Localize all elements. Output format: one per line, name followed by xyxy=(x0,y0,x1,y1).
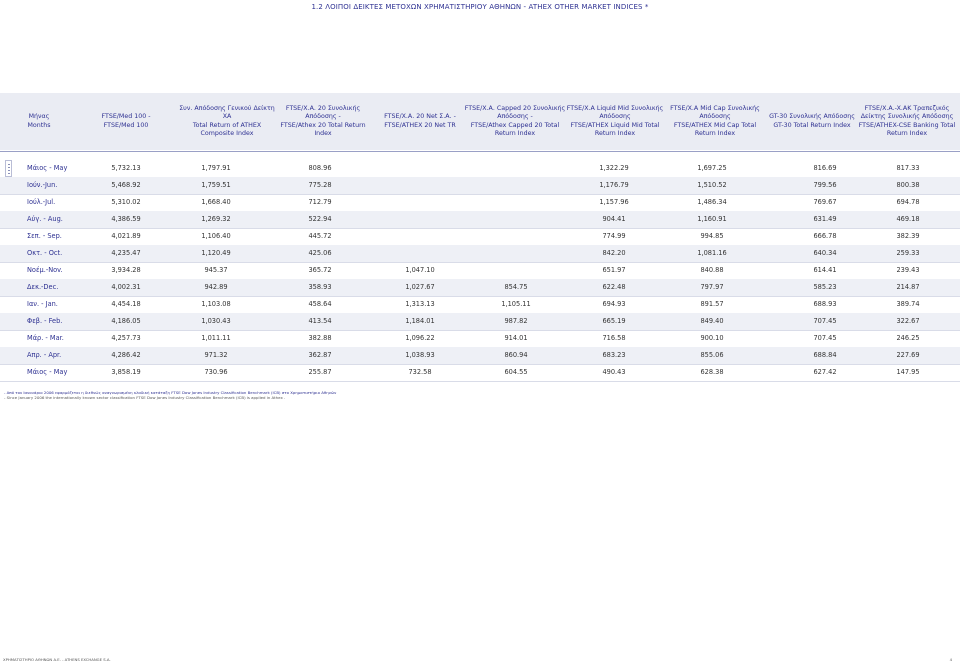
table-cell: 458.64 xyxy=(308,300,332,308)
table-cell: 1,047.10 xyxy=(405,266,435,274)
table-cell: 900.10 xyxy=(700,334,724,342)
row-month-label: Αύγ. - Aug. xyxy=(27,215,63,223)
row-month-label: Μάρ. - Mar. xyxy=(27,334,64,342)
table-cell: 730.96 xyxy=(204,368,228,376)
table-cell: 1,106.40 xyxy=(201,232,231,240)
table-cell: 1,176.79 xyxy=(599,181,629,189)
column-header-4: FTSE/Χ.Α. 20 Net Σ.Α. - FTSE/ATHEX 20 Net TR xyxy=(384,113,456,129)
table-cell: 1,030.43 xyxy=(201,317,231,325)
table-cell: 1,027.67 xyxy=(405,283,435,291)
table-cell: 1,120.49 xyxy=(201,249,231,257)
table-cell: 694.78 xyxy=(896,198,920,206)
table-cell: 4,286.42 xyxy=(111,351,141,359)
table-cell: 707.45 xyxy=(813,334,837,342)
table-cell: 854.75 xyxy=(504,283,528,291)
table-cell: 860.94 xyxy=(504,351,528,359)
table-cell: 382.39 xyxy=(896,232,920,240)
table-row xyxy=(0,160,960,177)
table-cell: 214.87 xyxy=(896,283,920,291)
table-cell: 1,668.40 xyxy=(201,198,231,206)
row-month-label: Ιούν.-Jun. xyxy=(27,181,58,189)
table-cell: 640.34 xyxy=(813,249,837,257)
table-cell: 1,510.52 xyxy=(697,181,727,189)
table-cell: 1,697.25 xyxy=(697,164,727,172)
table-cell: 5,310.02 xyxy=(111,198,141,206)
table-row xyxy=(0,211,960,228)
table-cell: 4,454.18 xyxy=(111,300,141,308)
table-cell: 987.82 xyxy=(504,317,528,325)
table-cell: 1,157.96 xyxy=(599,198,629,206)
table-cell: 1,081.16 xyxy=(697,249,727,257)
table-cell: 994.85 xyxy=(700,232,724,240)
table-cell: 942.89 xyxy=(204,283,228,291)
table-cell: 842.20 xyxy=(602,249,626,257)
table-cell: 1,038.93 xyxy=(405,351,435,359)
row-month-label: Σεπ. - Sep. xyxy=(27,232,62,240)
table-cell: 914.01 xyxy=(504,334,528,342)
table-cell: 1,322.29 xyxy=(599,164,629,172)
table-row xyxy=(0,364,960,381)
table-cell: 3,858.19 xyxy=(111,368,141,376)
table-cell: 469.18 xyxy=(896,215,920,223)
table-cell: 797.97 xyxy=(700,283,724,291)
table-cell: 5,732.13 xyxy=(111,164,141,172)
column-header-7: FTSE/X.A Mid Cap Συνολικής Απόδοσης FTSE/ATHEX Mid Cap Total Return Index xyxy=(670,104,760,137)
table-cell: 1,103.08 xyxy=(201,300,231,308)
table-cell: 413.54 xyxy=(308,317,332,325)
table-cell: 255.87 xyxy=(308,368,332,376)
table-cell: 627.42 xyxy=(813,368,837,376)
row-month-label: Απρ. - Apr. xyxy=(27,351,62,359)
table-cell: 4,002.31 xyxy=(111,283,141,291)
table-cell: 816.69 xyxy=(813,164,837,172)
column-header-1: FTSE/Med 100 - FTSE/Med 100 xyxy=(101,113,151,129)
footer-left: ΧΡΗΜΑΤΙΣΤΗΡΙΟ ΑΘΗΝΩΝ Α.Ε. - ATHENS EXCHANGE S.A. xyxy=(3,657,111,662)
table-cell: 4,386.59 xyxy=(111,215,141,223)
table-cell: 239.43 xyxy=(896,266,920,274)
table-cell: 688.93 xyxy=(813,300,837,308)
table-cell: 585.23 xyxy=(813,283,837,291)
table-cell: 147.95 xyxy=(896,368,920,376)
note-english: - Since January 2006 the internationally known sector classification FTSE Dow Jones Industry Classification Benchmark (ICB) is applied in Athex . xyxy=(4,395,286,400)
column-header-9: FTSE/X.A.-X.AK Τραπεζικός Δείκτης Συνολικής Απόδοσης FTSE/ATHEX-CSE Banking Total Return Index xyxy=(858,104,956,137)
column-header-8: GT-30 Συνολικής Απόδοσης GT-30 Total Return Index xyxy=(769,113,855,129)
table-row xyxy=(0,228,960,245)
table-cell: 666.78 xyxy=(813,232,837,240)
table-cell: 651.97 xyxy=(602,266,626,274)
table-cell: 1,269.32 xyxy=(201,215,231,223)
table-cell: 622.48 xyxy=(602,283,626,291)
table-cell: 5,468.92 xyxy=(111,181,141,189)
table-cell: 365.72 xyxy=(308,266,332,274)
table-cell: 425.06 xyxy=(308,249,332,257)
page-title: 1.2 ΛΟΙΠΟΙ ΔΕΙΚΤΕΣ ΜΕΤΟΧΩΝ ΧΡΗΜΑΤΙΣΤΗΡΙΟΥ ΑΘΗΝΩΝ - ATHEX OTHER MARKET INDICES * xyxy=(311,3,649,11)
table-cell: 855.06 xyxy=(700,351,724,359)
table-cell: 799.56 xyxy=(813,181,837,189)
table-cell: 4,257.73 xyxy=(111,334,141,342)
table-cell: 631.49 xyxy=(813,215,837,223)
column-header-3: FTSE/Χ.Α. 20 Συνολικής Απόδοσης - FTSE/Athex 20 Total Return Index xyxy=(280,104,366,137)
table-row xyxy=(0,330,960,347)
table-cell: 358.93 xyxy=(308,283,332,291)
table-cell: 808.96 xyxy=(308,164,332,172)
row-month-label: Νοέμ.-Nov. xyxy=(27,266,63,274)
table-cell: 945.37 xyxy=(204,266,228,274)
table-cell: 1,184.01 xyxy=(405,317,435,325)
table-cell: 688.84 xyxy=(813,351,837,359)
table-cell: 694.93 xyxy=(602,300,626,308)
row-month-label: Δεκ.-Dec. xyxy=(27,283,59,291)
table-cell: 712.79 xyxy=(308,198,332,206)
table-cell: 1,160.91 xyxy=(697,215,727,223)
table-cell: 614.41 xyxy=(813,266,837,274)
table-cell: 1,797.91 xyxy=(201,164,231,172)
table-cell: 259.33 xyxy=(896,249,920,257)
table-cell: 3,934.28 xyxy=(111,266,141,274)
table-cell: 891.57 xyxy=(700,300,724,308)
table-row xyxy=(0,194,960,211)
table-cell: 732.58 xyxy=(408,368,432,376)
table-cell: 904.41 xyxy=(602,215,626,223)
row-month-label: Μάιος - May xyxy=(27,368,68,376)
table-cell: 4,186.05 xyxy=(111,317,141,325)
row-month-label: Ιούλ.-Jul. xyxy=(27,198,56,206)
table-cell: 382.88 xyxy=(308,334,332,342)
header-divider xyxy=(0,151,960,152)
table-cell: 4,235.47 xyxy=(111,249,141,257)
table-cell: 1,486.34 xyxy=(697,198,727,206)
table-cell: 389.74 xyxy=(896,300,920,308)
table-cell: 227.69 xyxy=(896,351,920,359)
table-cell: 716.58 xyxy=(602,334,626,342)
table-cell: 774.99 xyxy=(602,232,626,240)
table-row xyxy=(0,313,960,330)
table-cell: 322.67 xyxy=(896,317,920,325)
table-row xyxy=(0,279,960,296)
table-cell: 1,096.22 xyxy=(405,334,435,342)
table-cell: 522.94 xyxy=(308,215,332,223)
table-cell: 1,105.11 xyxy=(501,300,531,308)
table-cell: 840.88 xyxy=(700,266,724,274)
row-month-label: Φεβ. - Feb. xyxy=(27,317,63,325)
table-cell: 1,313.13 xyxy=(405,300,435,308)
table-row xyxy=(0,245,960,262)
table-cell: 1,759.51 xyxy=(201,181,231,189)
table-cell: 628.38 xyxy=(700,368,724,376)
row-month-label: Οκτ. - Oct. xyxy=(27,249,63,257)
table-cell: 362.87 xyxy=(308,351,332,359)
table-cell: 707.45 xyxy=(813,317,837,325)
column-header-0: Μήνας Months xyxy=(27,113,51,129)
table-cell: 775.28 xyxy=(308,181,332,189)
table-cell: 490.43 xyxy=(602,368,626,376)
row-divider xyxy=(0,381,960,382)
table-row xyxy=(0,296,960,313)
column-header-5: FTSE/Χ.Α. Capped 20 Συνολικής Απόδοσης - FTSE/Athex Capped 20 Total Return Index xyxy=(464,104,566,137)
table-cell: 849.40 xyxy=(700,317,724,325)
table-cell: 683.23 xyxy=(602,351,626,359)
note-greek: - Από τον Ιανουάριο 2006 εφαρμόζεται η διεθνώς αναγνωρισμένη κλαδική κατάταξη FTSE Dow Jones Industry Classification Benchmark (ICB) στο Χρηματιστήριο Αθηνών xyxy=(4,390,337,395)
table-cell: 1,011.11 xyxy=(201,334,231,342)
table-cell: 665.19 xyxy=(602,317,626,325)
table-row xyxy=(0,347,960,364)
table-cell: 4,021.89 xyxy=(111,232,141,240)
table-row xyxy=(0,177,960,194)
table-cell: 817.33 xyxy=(896,164,920,172)
table-cell: 604.55 xyxy=(504,368,528,376)
table-cell: 800.38 xyxy=(896,181,920,189)
table-cell: 971.32 xyxy=(204,351,228,359)
row-month-label: Ιαν. - Jan. xyxy=(27,300,58,308)
table-row xyxy=(0,262,960,279)
column-header-6: FTSE/X.A Liquid Mid Συνολικής Απόδοσης FTSE/ATHEX Liquid Mid Total Return Index xyxy=(566,104,664,137)
table-cell: 246.25 xyxy=(896,334,920,342)
footer-page-number: 4 xyxy=(949,657,952,662)
column-header-2: Συν. Απόδοσης Γενικού Δείκτη ΧΑ Total Return of ATHEX Composite Index xyxy=(179,104,275,137)
row-month-label: Μάιος - May xyxy=(27,164,68,172)
table-cell: 445.72 xyxy=(308,232,332,240)
table-cell: 769.67 xyxy=(813,198,837,206)
